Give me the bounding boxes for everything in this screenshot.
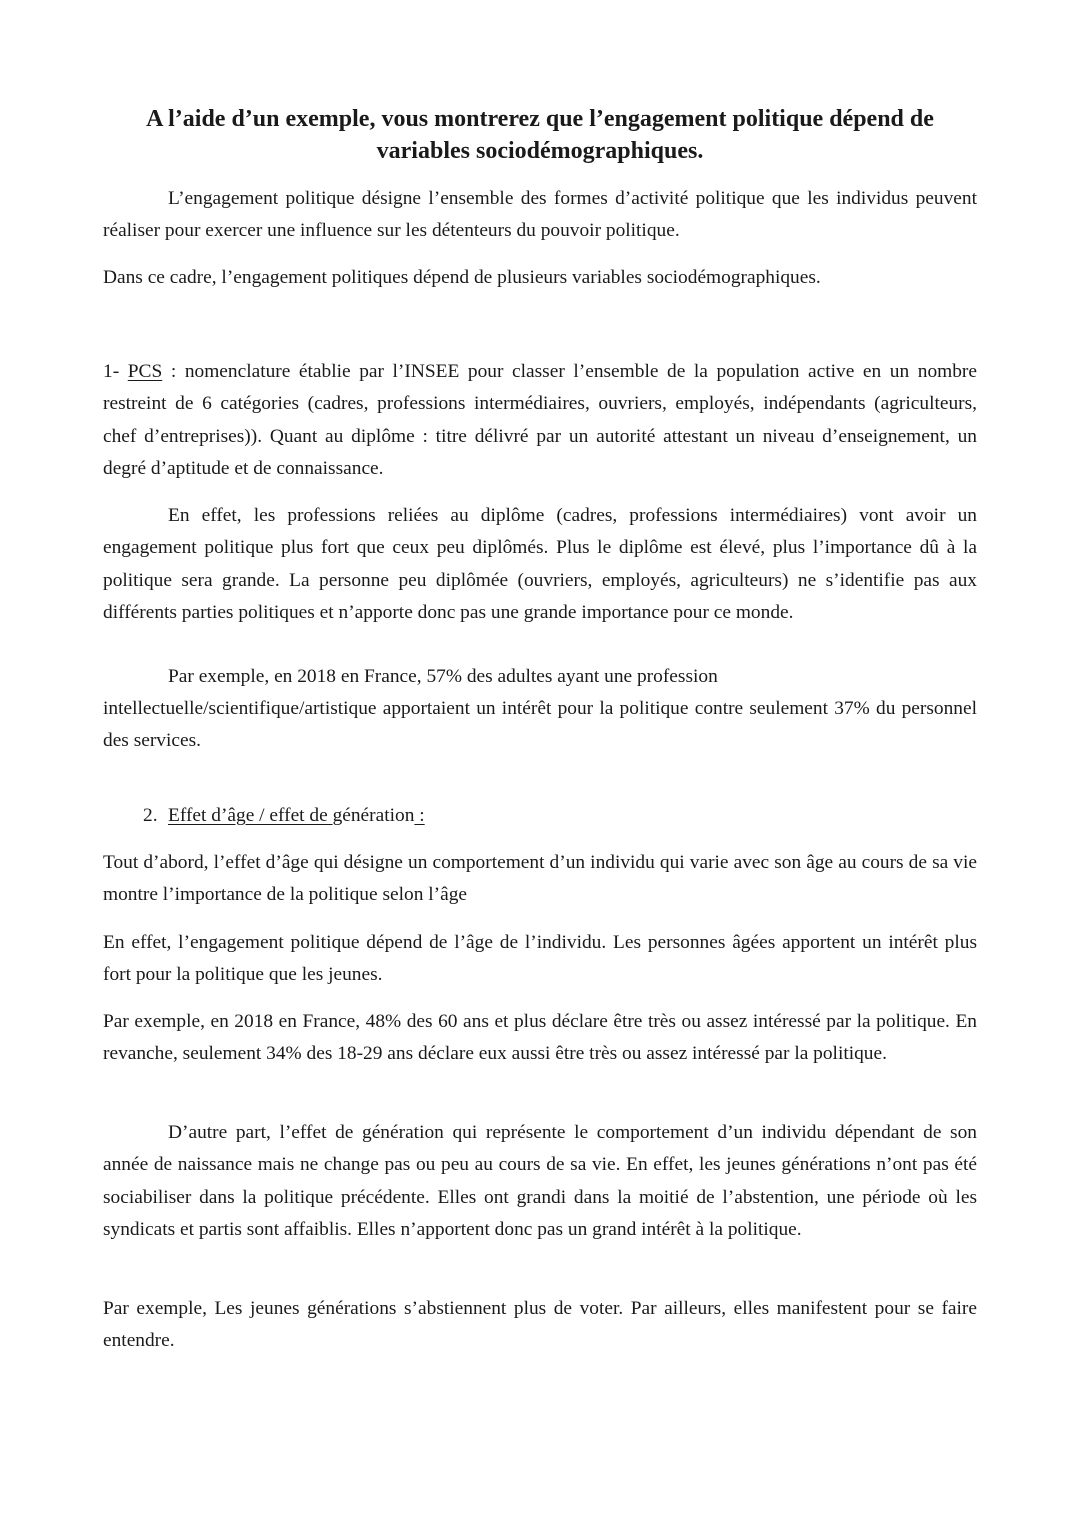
section2-age-explanation: En effet, l’engagement politique dépend de l’âge de l’individu. Les personnes âgées apportent un intérêt plus fort pour la politique que les jeunes. (103, 932, 977, 986)
section2-heading-colon: : (414, 805, 425, 826)
intro-definition: L’engagement politique désigne l’ensemble des formes d’activité politique que les individus peuvent réaliser pour exercer une influence sur les détenteurs du pouvoir politique. (103, 188, 977, 242)
section2-age-example: Par exemple, en 2018 en France, 48% des 60 ans et plus déclare être très ou assez intéressé par la politique. En revanche, seulement 34% des 18-29 ans déclare eux aussi être très ou assez intéressé par la politique. (103, 1011, 977, 1065)
section2-heading (143, 800, 425, 832)
section2-age-effect: Tout d’abord, l’effet d’âge qui désigne un comportement d’un individu qui varie avec son âge au cours de sa vie montre l’importance de la politique selon l’âge (103, 852, 977, 906)
section2-generation-effect: D’autre part, l’effet de génération qui représente le comportement d’un individu dépendant de son année de naissance mais ne change pas ou peu au cours de sa vie. En effet, les jeunes générations n’ont pas été sociabiliser dans la politique précédente. Elles ont grandi dans la moitié de l’abstention, une période où les syndicats et partis sont affaiblis. Elles n’apportent donc pas un grand intérêt à la politique. (103, 1122, 977, 1240)
section2-generation-example: Par exemple, Les jeunes générations s’abstiennent plus de voter. Par ailleurs, elles manifestent pour se faire entendre. (103, 1298, 977, 1352)
section2-heading-plain: génération (332, 805, 415, 826)
section1-pcs-definition (103, 356, 977, 485)
section2-number: 2. (143, 805, 158, 826)
section1-explanation: En effet, les professions reliées au diplôme (cadres, professions intermédiaires) vont avoir un engagement politique plus fort que ceux peu diplômés. Plus le diplôme est élevé, plus l’importance dû à la politique sera grande. La personne peu diplômée (ouvriers, employés, agriculteurs) ne s’identifie pas aux différents parties politiques et n’apporte donc pas une grande importance pour ce monde. (103, 505, 977, 623)
section1-example-rest: intellectuelle/scientifique/artistique apportaient un intérêt pour la politique contre seulement 37% du personnel des services. (103, 698, 977, 752)
document-title: A l’aide d’un exemple, vous montrerez que l’engagement politique dépend de variables sociodémographiques. (146, 106, 934, 164)
section2-heading-underlined: Effet d’âge / effet de (168, 805, 333, 826)
intro-framing: Dans ce cadre, l’engagement politiques dépend de plusieurs variables sociodémographiques. (103, 267, 821, 288)
section1-example-line1: Par exemple, en 2018 en France, 57% des adultes ayant une profession (168, 666, 718, 687)
section1-number: 1- (103, 361, 128, 382)
section1-definition-text: : nomenclature établie par l’INSEE pour classer l’ensemble de la population active en un nombre restreint de 6 catégories (cadres, professions intermédiaires, ouvriers, employés, indépendants (agriculteurs, chef d’entreprises)). Quant au diplôme : titre délivré par un autorité attestant un niveau d’enseignement, un degré d’aptitude et de connaissance. (103, 361, 977, 479)
section1-heading: PCS (127, 361, 163, 382)
